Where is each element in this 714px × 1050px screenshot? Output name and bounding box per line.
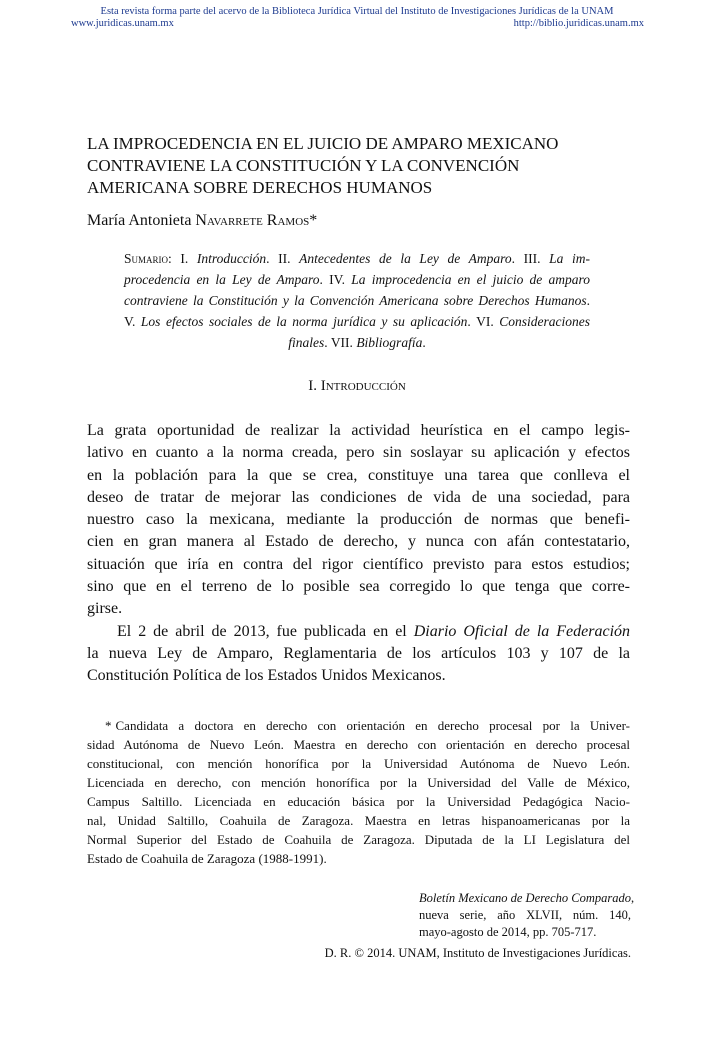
footnote-line: Estado de Coahuila de Zaragoza (1988-1991). [87,851,327,866]
text-line: lativo en cuanto a la norma creada, pero sin soslayar su aplicación y efectos [87,444,630,462]
footnote-line: Licenciada en derecho, con mención honorífica por la Universidad del Valle de México, [87,775,630,790]
author-last-name: Navarrete Ramos [195,212,310,229]
juridicas-link[interactable]: www.juridicas.unam.mx [71,18,174,29]
journal-series: nueva serie, año XLVII, núm. 140, [419,908,631,922]
author-first-name: María Antonieta [87,212,192,229]
title-line: LA IMPROCEDENCIA EN EL JUICIO DE AMPARO MEXICANO [87,134,559,153]
summary-item: Introducción [196,251,267,266]
text-line: en la población para la que se crea, constituye una tarea que conlleva el [87,466,630,484]
journal-reference: Diario Oficial de la Federación [413,622,631,640]
section-heading: I. Introducción [308,378,406,394]
footnote-line: Normal Superior del Estado de Coahuila de Zaragoza. Diputada de la LI Legislatura del [87,832,630,847]
footnote-line: Campus Saltillo. Licenciada en educación básica por la Universidad Pedagógica Nacio- [87,794,630,809]
journal-name: Boletín Mexicano de Derecho Comparado [419,891,631,905]
journal-pages: mayo-agosto de 2014, pp. 705-717. [419,925,597,939]
text-line: girse. [87,600,123,618]
text-line: La grata oportunidad de realizar la actividad heurística en el campo legis- [87,422,630,439]
copyright: D. R. © 2014. UNAM, Instituto de Investigaciones Jurídicas. [324,946,631,960]
article-title [87,133,647,199]
text-line: nuestro caso la mexicana, mediante la producción de normas que benefi- [87,511,630,529]
summary: Sumario: I. Introducción. II. Antecedentes de la Ley de Amparo. III. La im- procedencia en la Ley de Amparo. IV. La improcedencia en el juicio de amparo contraviene la Constitución y la Convención Americana sobre Derechos Humanos. V. Los efectos sociales de la norma jurídica y su aplicación. VI. Consideraciones finales. VII. Bibliografía. [124,251,591,350]
title-line: CONTRAVIENE LA CONSTITUCIÓN Y LA CONVENCIÓN [87,156,520,175]
text-line: la nueva Ley de Amparo, Reglamentaria de los artículos 103 y 107 de la [87,644,630,662]
footnote-line: sidad Autónoma de Nuevo León. Maestra en derecho con orientación en derecho procesal [87,737,630,752]
summary-item: Los efectos sociales de la norma jurídica y su aplicación [140,314,468,329]
repository-notice: Esta revista forma parte del acervo de la Biblioteca Jurídica Virtual del Instituto de Investigaciones Jurídicas de la UNAM [100,6,614,17]
text-line: situación que iría en contra del rigor científico previsto para estos estudios; [87,555,630,573]
summary-item: Bibliografía [356,335,423,350]
author-footnote-mark[interactable]: * [309,212,318,229]
summary-label: Sumario: [124,251,172,266]
text-line: cien en gran manera al Estado de derecho, y nunca con afán contestatario, [87,533,630,551]
summary-item: Antecedentes de la Ley de Amparo [299,251,512,266]
text-line: deseo de tratar de mejorar las condiciones de vida de una sociedad, para [87,488,630,506]
author [87,211,317,231]
text-line: El 2 de abril de 2013, fue publicada en el Diario Oficial de la Federación [117,622,631,640]
journal-citation: Boletín Mexicano de Derecho Comparado, nueva serie, año XLVII, núm. 140, mayo-agosto de 2014, pp. 705-717. [419,891,635,939]
footnote-mark: * [105,718,112,733]
footnote [87,716,630,868]
biblio-link[interactable]: http://biblio.juridicas.unam.mx [513,18,644,29]
footnote-line: nal, Unidad Saltillo, Coahuila de Zaragoza. Maestra en letras hispanoamericanas por la [87,813,630,828]
body-text [87,420,630,688]
title-line: AMERICANA SOBRE DERECHOS HUMANOS [87,178,433,197]
footnote-line: * Candidata a doctora en derecho con orientación en derecho procesal por la Univer- [87,716,630,735]
text-line: Constitución Política de los Estados Unidos Mexicanos. [87,667,446,685]
footnote-line: constitucional, con mención honorífica por la Universidad Autónoma de Nuevo León. [87,756,630,771]
text-line: sino que en el terreno de lo posible sea corregido lo que tenga que corre- [87,578,630,596]
